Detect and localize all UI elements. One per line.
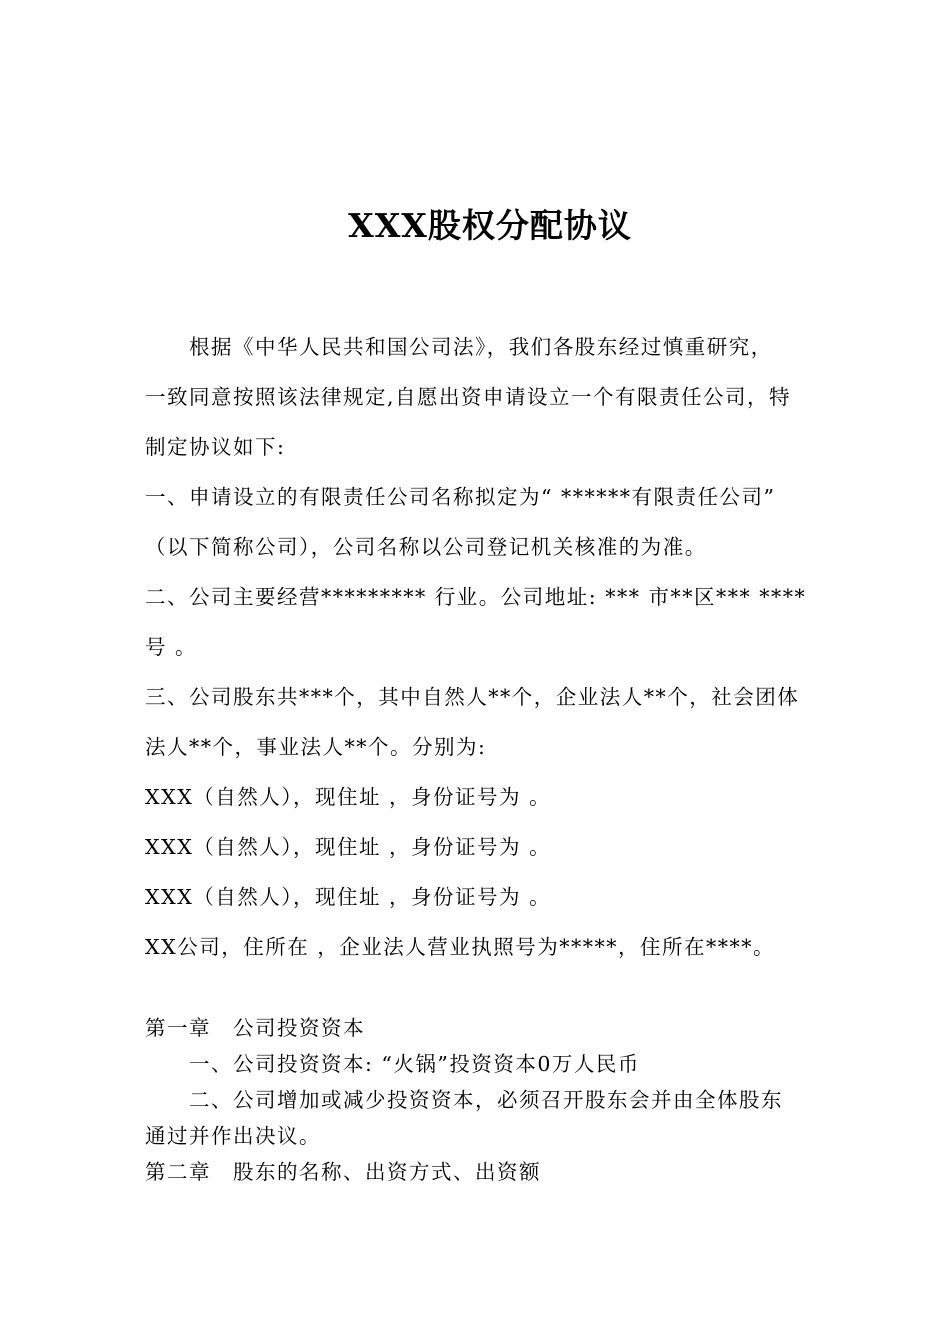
- item-one-line: （以下简称公司），公司名称以公司登记机关核准的为准。: [145, 535, 707, 559]
- shareholder-entry: XX公司，住所在 ，企业法人营业执照号为*****，住所在****。: [145, 935, 775, 959]
- chapter-one-clause: 二、公司增加或减少投资资本，必须召开股东会并由全体股东: [189, 1088, 783, 1112]
- intro-line: 制定协议如下:: [145, 435, 286, 459]
- item-one-line: 一、申请设立的有限责任公司名称拟定为“ ******有限责任公司”: [145, 485, 776, 509]
- chapter-one-clause: 一、公司投资资本: “火锅”投资资本0万人民币: [189, 1052, 640, 1076]
- item-two-line: 二、公司主要经营********* 行业。公司地址: *** 市**区*** ****: [145, 585, 807, 609]
- item-two-line: 号 。: [145, 635, 198, 659]
- chapter-two-heading: 第二章 股东的名称、出资方式、出资额: [145, 1160, 541, 1184]
- item-three-line: 法人**个，事业法人**个。分别为:: [145, 735, 487, 759]
- intro-line: 一致同意按照该法律规定,自愿出资申请设立一个有限责任公司，特: [145, 385, 792, 409]
- shareholder-entry: XXX（自然人），现住址 ，身份证号为 。: [145, 785, 552, 809]
- document-title: XXX股权分配协议: [348, 206, 632, 245]
- chapter-one-heading: 第一章 公司投资资本: [145, 1016, 365, 1040]
- chapters-section: [145, 1010, 810, 1190]
- shareholder-entry: XXX（自然人），现住址 ，身份证号为 。: [145, 885, 552, 909]
- chapter-one-clause: 通过并作出决议。: [145, 1124, 321, 1148]
- agreement-body: [145, 322, 810, 972]
- item-three-line: 三、公司股东共***个，其中自然人**个，企业法人**个，社会团体: [145, 685, 800, 709]
- shareholder-entry: XXX（自然人），现住址 ，身份证号为 。: [145, 835, 552, 859]
- intro-line: 根据《中华人民共和国公司法》，我们各股东经过慎重研究，: [189, 335, 773, 359]
